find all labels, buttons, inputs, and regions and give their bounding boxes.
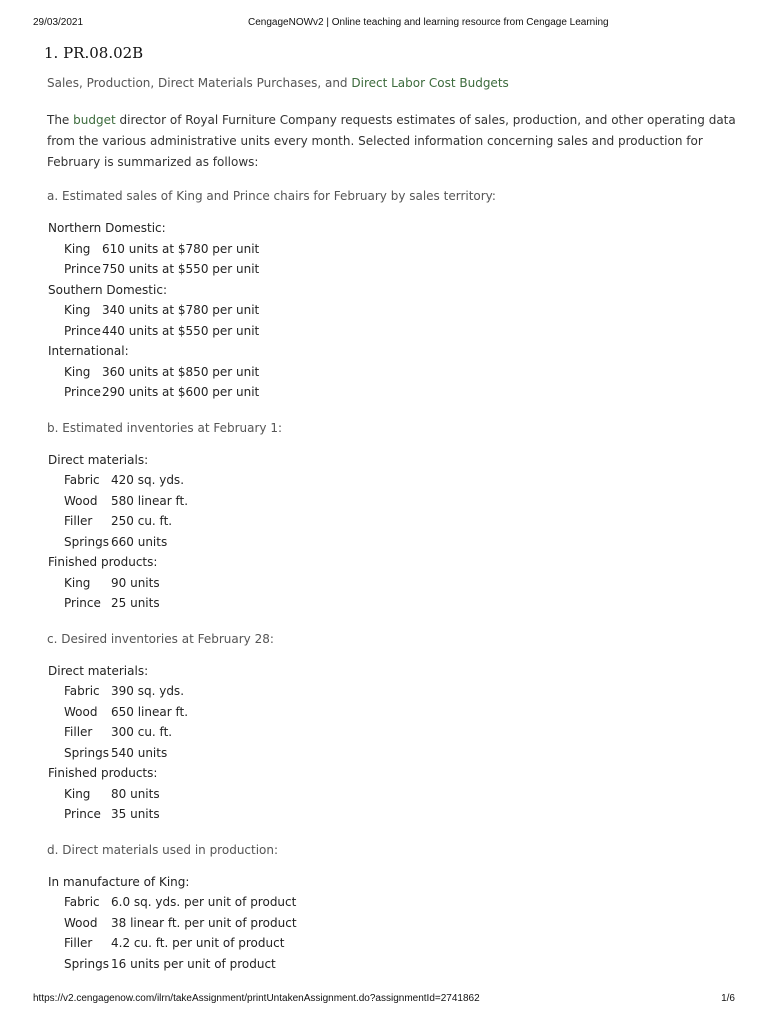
- list-item: [47, 743, 737, 764]
- group-label: Northern Domestic:: [48, 221, 166, 235]
- group-label: Finished products:: [48, 766, 158, 780]
- assignment-content: [44, 42, 737, 990]
- list-item: [47, 933, 737, 954]
- item-value: 300 cu. ft.: [111, 725, 173, 739]
- item-name: King: [64, 786, 91, 801]
- item-name: King: [64, 241, 91, 256]
- intro-text-start: The: [47, 113, 74, 127]
- list-item: [47, 784, 737, 805]
- item-name: Fabric: [64, 895, 100, 909]
- group-label: International:: [48, 344, 129, 358]
- intro-paragraph: [47, 110, 737, 173]
- list-item: [47, 804, 737, 825]
- item-value: 4.2 cu. ft. per unit of product: [111, 936, 285, 950]
- section-c-heading: c. Desired inventories at February 28:: [47, 631, 274, 646]
- item-value: 610 units at $780 per unit: [102, 241, 260, 256]
- item-name: Wood: [64, 493, 98, 508]
- group-label: In manufacture of King:: [48, 874, 190, 889]
- question-subtitle: [47, 74, 737, 92]
- item-name: Wood: [64, 704, 98, 719]
- list-item: [47, 722, 737, 743]
- list-item: [47, 259, 737, 280]
- section-b-heading: b. Estimated inventories at February 1:: [47, 420, 283, 435]
- section-b-list: [47, 450, 737, 614]
- item-name: King: [64, 364, 91, 379]
- group-label: Finished products:: [48, 555, 158, 569]
- item-name: Springs: [64, 956, 109, 971]
- item-name: Filler: [64, 725, 93, 739]
- group-label: Southern Domestic:: [48, 282, 167, 297]
- list-item: [47, 573, 737, 594]
- item-value: 6.0 sq. yds. per unit of product: [111, 895, 297, 909]
- list-item: [47, 532, 737, 553]
- group-label: Direct materials:: [48, 663, 149, 678]
- list-item: [47, 954, 737, 975]
- item-value: 340 units at $780 per unit: [102, 303, 260, 317]
- item-value: 80 units: [111, 786, 160, 801]
- list-item: [47, 913, 737, 934]
- list-item: [47, 362, 737, 383]
- list-item: [47, 300, 737, 321]
- item-value: 420 sq. yds.: [111, 473, 185, 487]
- list-item: [47, 470, 737, 491]
- section-c-list: [47, 661, 737, 825]
- list-item: [47, 681, 737, 702]
- list-item: [47, 892, 737, 913]
- list-item: [47, 321, 737, 342]
- list-item: [47, 491, 737, 512]
- list-item: [47, 239, 737, 260]
- question-title: 1. PR.08.02B: [44, 44, 144, 62]
- intro-text-rest: director of Royal Furniture Company requests estimates of sales, production, and other operating data from the various administrative units every month. Selected information concerning sales and production for February is summarized as follows:: [47, 113, 736, 169]
- item-name: Prince: [64, 323, 101, 338]
- item-value: 540 units: [111, 745, 168, 760]
- subtitle-link: Direct Labor Cost Budgets: [351, 76, 509, 90]
- item-value: 440 units at $550 per unit: [102, 323, 260, 338]
- item-name: Filler: [64, 514, 93, 528]
- item-value: 660 units: [111, 534, 168, 549]
- print-date: 29/03/2021: [33, 17, 84, 28]
- item-name: King: [64, 303, 91, 317]
- item-name: Fabric: [64, 684, 100, 698]
- item-name: Prince: [64, 262, 101, 276]
- item-name: Springs: [64, 745, 109, 760]
- subtitle-text: Sales, Production, Direct Materials Purchases, and: [47, 76, 352, 90]
- item-name: Fabric: [64, 473, 100, 487]
- item-value: 35 units: [111, 807, 160, 821]
- page-number: 1/6: [721, 993, 735, 1004]
- item-value: 390 sq. yds.: [111, 684, 185, 698]
- item-value: 650 linear ft.: [111, 704, 189, 719]
- section-a-heading: a. Estimated sales of King and Prince chairs for February by sales territory:: [47, 189, 496, 203]
- section-a-list: [47, 218, 737, 403]
- list-item: [47, 511, 737, 532]
- item-value: 25 units: [111, 596, 160, 610]
- item-name: Wood: [64, 915, 98, 930]
- print-url: https://v2.cengagenow.com/ilrn/takeAssignment/printUntakenAssignment.do?assignmentId=2741862: [33, 993, 480, 1004]
- item-value: 580 linear ft.: [111, 493, 189, 508]
- group-label: Direct materials:: [48, 452, 149, 467]
- item-value: 250 cu. ft.: [111, 514, 173, 528]
- item-value: 38 linear ft. per unit of product: [111, 915, 297, 930]
- budget-glossary-link: budget: [73, 113, 116, 127]
- section-d-list: [47, 872, 737, 975]
- item-name: King: [64, 575, 91, 590]
- item-value: 360 units at $850 per unit: [102, 364, 260, 379]
- list-item: [47, 382, 737, 403]
- item-name: Springs: [64, 534, 109, 549]
- list-item: [47, 593, 737, 614]
- item-name: Prince: [64, 596, 101, 610]
- item-value: 750 units at $550 per unit: [102, 262, 260, 276]
- print-page-title: CengageNOWv2 | Online teaching and learning resource from Cengage Learning: [248, 17, 609, 28]
- item-name: Prince: [64, 385, 101, 399]
- section-d-heading: d. Direct materials used in production:: [47, 842, 279, 857]
- item-value: 90 units: [111, 575, 160, 590]
- item-value: 16 units per unit of product: [111, 956, 276, 971]
- item-value: 290 units at $600 per unit: [102, 385, 260, 399]
- item-name: Filler: [64, 936, 93, 950]
- list-item: [47, 702, 737, 723]
- item-name: Prince: [64, 807, 101, 821]
